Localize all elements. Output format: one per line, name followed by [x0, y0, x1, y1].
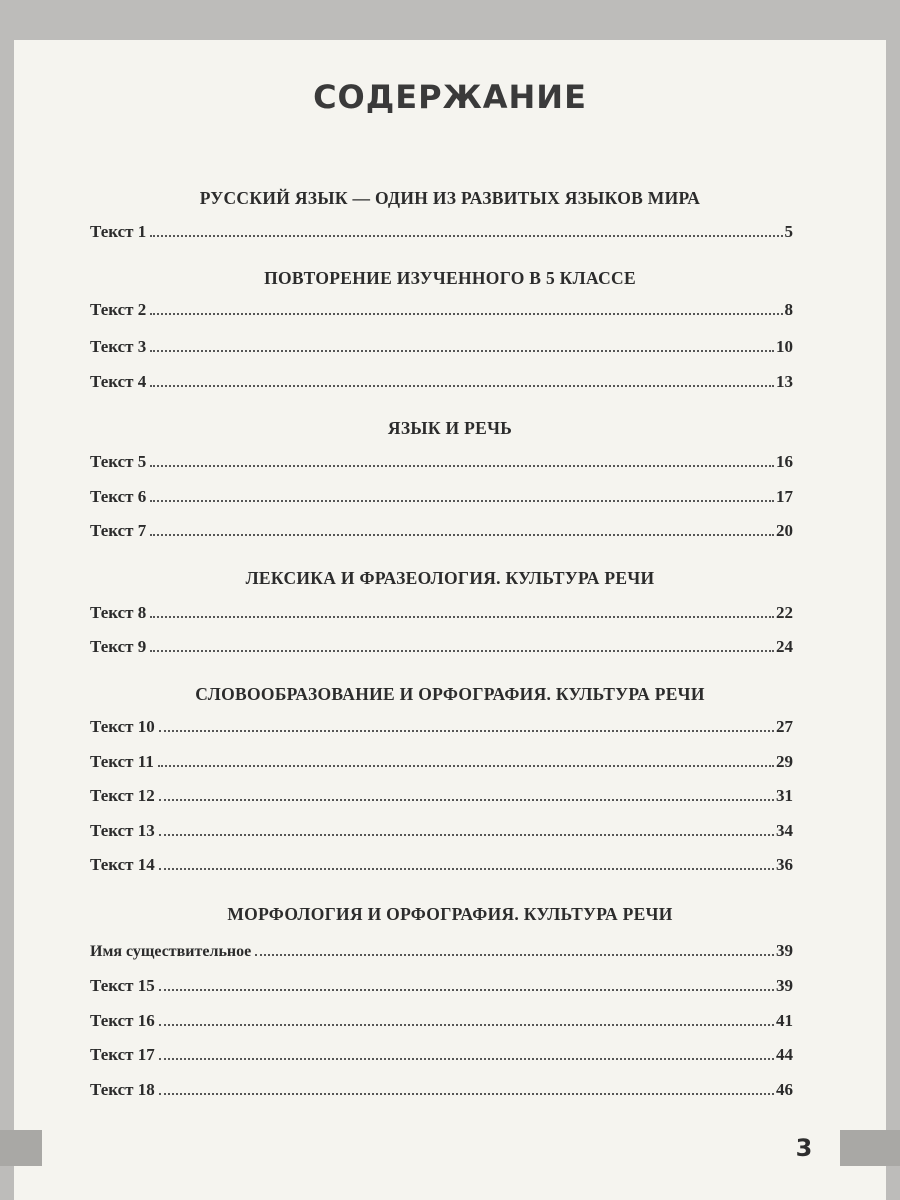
- dot-leader: [159, 977, 774, 991]
- toc-entry-label: Текст 6: [90, 487, 147, 506]
- toc-entry[interactable]: [90, 1011, 793, 1035]
- toc-entry[interactable]: [90, 487, 793, 511]
- dot-leader: [150, 488, 774, 502]
- toc-entry[interactable]: [90, 337, 793, 361]
- toc-entry-label: Текст 3: [90, 337, 147, 356]
- toc-entry-page: 34: [776, 821, 793, 840]
- dot-leader: [150, 638, 774, 652]
- toc-entry[interactable]: [90, 637, 793, 661]
- section-heading: РУССКИЙ ЯЗЫК — ОДИН ИЗ РАЗВИТЫХ ЯЗЫКОВ МИРА: [199, 188, 701, 208]
- toc-entry-page: 24: [776, 637, 793, 656]
- toc-entry-label: Текст 16: [90, 1011, 155, 1030]
- toc-entry-page: 44: [776, 1045, 793, 1064]
- footer-bar-right: [840, 1130, 900, 1166]
- toc-entry[interactable]: [90, 521, 793, 545]
- section-heading: ЯЗЫК И РЕЧЬ: [387, 418, 513, 438]
- toc-entry[interactable]: [90, 222, 793, 246]
- toc-entry-page: 10: [776, 337, 793, 356]
- dot-leader: [150, 301, 782, 315]
- dot-leader: [255, 942, 774, 956]
- dot-leader: [150, 453, 774, 467]
- toc-entry-label: Текст 10: [90, 717, 155, 736]
- section-heading: СЛОВООБРАЗОВАНИЕ И ОРФОГРАФИЯ. КУЛЬТУРА РЕЧИ: [195, 684, 705, 704]
- toc-entry-page: 36: [776, 855, 793, 874]
- dot-leader: [150, 604, 774, 618]
- toc-entry[interactable]: [90, 452, 793, 476]
- toc-entry-label: Текст 1: [90, 222, 147, 241]
- toc-entry-label: Текст 11: [90, 752, 154, 771]
- dot-leader: [150, 373, 774, 387]
- footer-bar-left: [0, 1130, 42, 1166]
- toc-entry-label: Текст 2: [90, 300, 147, 319]
- toc-entry-label: Текст 13: [90, 821, 155, 840]
- dot-leader: [159, 1012, 774, 1026]
- toc-entry-page: 29: [776, 752, 793, 771]
- toc-entry-page: 20: [776, 521, 793, 540]
- toc-entry[interactable]: [90, 786, 793, 810]
- toc-entry-label: Текст 7: [90, 521, 147, 540]
- toc-entry-label: Текст 8: [90, 603, 147, 622]
- toc-entry[interactable]: [90, 976, 793, 1000]
- section-heading: ПОВТОРЕНИЕ ИЗУЧЕННОГО В 5 КЛАССЕ: [264, 268, 636, 288]
- toc-entry[interactable]: [90, 603, 793, 627]
- toc-entry-label: Текст 15: [90, 976, 155, 995]
- dot-leader: [159, 856, 774, 870]
- dot-leader: [158, 753, 774, 767]
- toc-entry-label: Текст 5: [90, 452, 147, 471]
- toc-entry[interactable]: [90, 821, 793, 845]
- document-page: [14, 40, 886, 1200]
- toc-entry-label: Текст 9: [90, 637, 147, 656]
- dot-leader: [150, 223, 782, 237]
- toc-entry[interactable]: [90, 752, 793, 776]
- dot-leader: [159, 822, 774, 836]
- toc-subsection-label: Имя существительное: [90, 943, 252, 960]
- toc-entry-page: 41: [776, 1011, 793, 1030]
- toc-entry-label: Текст 14: [90, 855, 155, 874]
- dot-leader: [159, 787, 774, 801]
- toc-entry-page: 5: [784, 222, 793, 241]
- toc-entry-page: 8: [784, 300, 793, 319]
- page-number: 3: [795, 1134, 813, 1162]
- dot-leader: [159, 718, 774, 732]
- toc-entry[interactable]: [90, 941, 793, 965]
- section-heading: ЛЕКСИКА И ФРАЗЕОЛОГИЯ. КУЛЬТУРА РЕЧИ: [245, 568, 655, 588]
- toc-entry[interactable]: [90, 1080, 793, 1104]
- toc-entry-page: 17: [776, 487, 793, 506]
- toc-entry[interactable]: [90, 300, 793, 324]
- toc-entry[interactable]: [90, 1045, 793, 1069]
- toc-entry[interactable]: [90, 855, 793, 879]
- toc-entry-label: Текст 4: [90, 372, 147, 391]
- toc-entry-label: Текст 12: [90, 786, 155, 805]
- dot-leader: [159, 1081, 774, 1095]
- dot-leader: [150, 522, 774, 536]
- toc-entry-page: 13: [776, 372, 793, 391]
- toc-entry-label: Текст 17: [90, 1045, 155, 1064]
- section-heading: МОРФОЛОГИЯ И ОРФОГРАФИЯ. КУЛЬТУРА РЕЧИ: [227, 904, 673, 924]
- toc-entry-label: Текст 18: [90, 1080, 155, 1099]
- toc-entry[interactable]: [90, 372, 793, 396]
- toc-entry-page: 22: [776, 603, 793, 622]
- toc-entry-page: 39: [776, 976, 793, 995]
- dot-leader: [150, 338, 774, 352]
- dot-leader: [159, 1046, 774, 1060]
- toc-entry-page: 39: [776, 941, 793, 960]
- toc-entry-page: 27: [776, 717, 793, 736]
- toc-entry-page: 16: [776, 452, 793, 471]
- page-title: СОДЕРЖАНИЕ: [313, 78, 587, 116]
- toc-entry[interactable]: [90, 717, 793, 741]
- toc-entry-page: 46: [776, 1080, 793, 1099]
- toc-entry-page: 31: [776, 786, 793, 805]
